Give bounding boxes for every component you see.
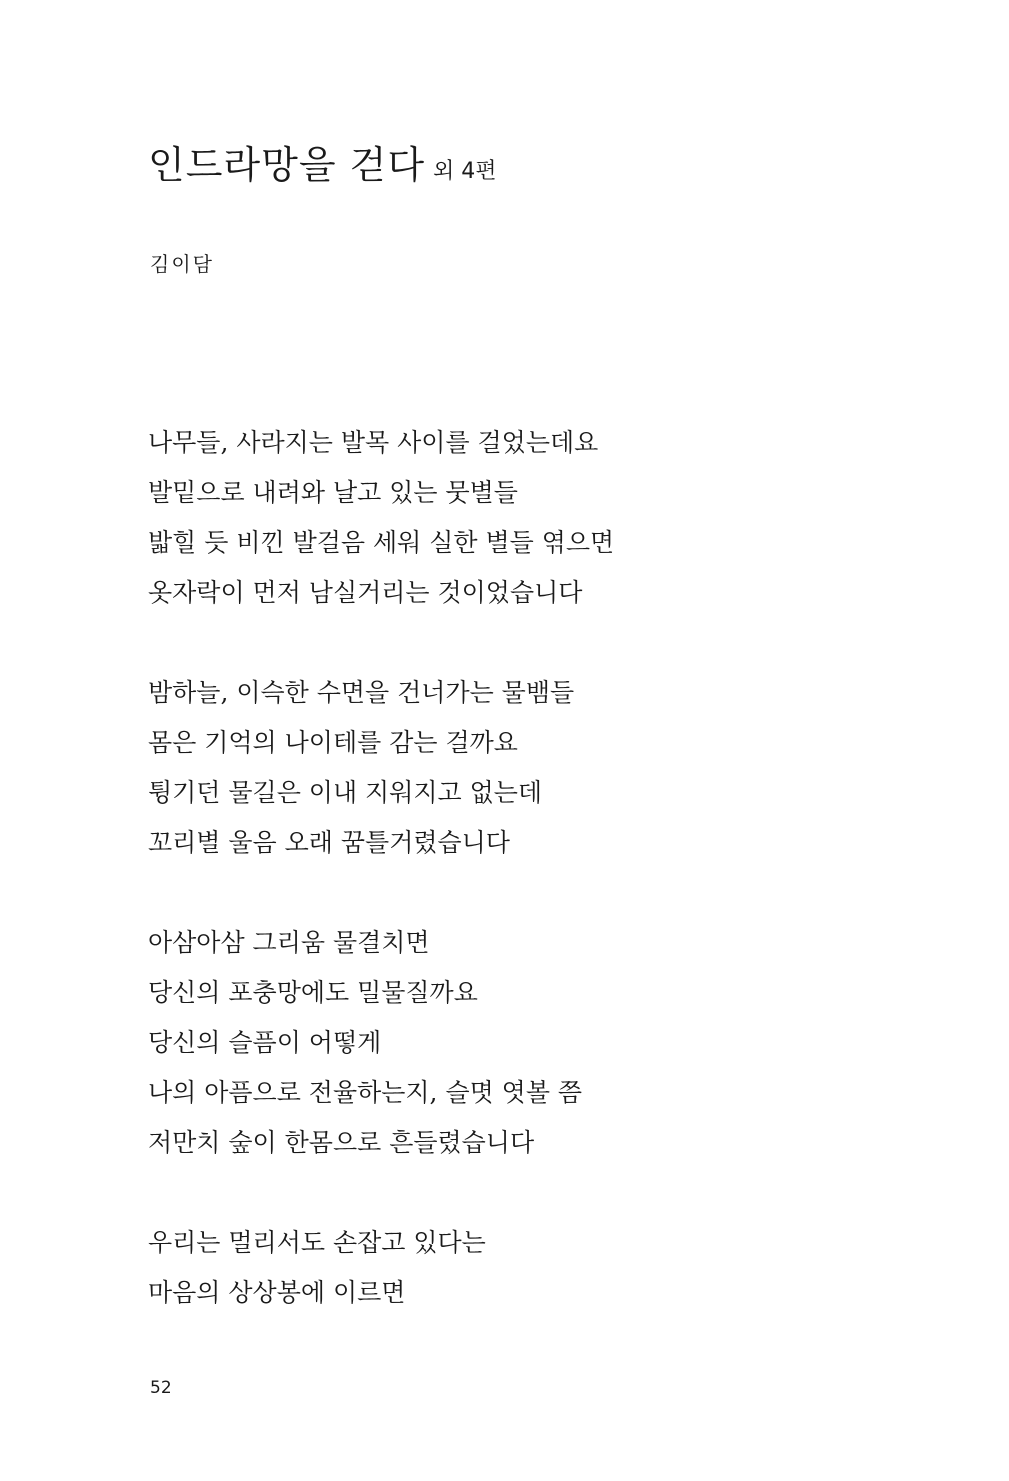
- author-name: 김이담: [150, 252, 214, 276]
- poem-line: 나무들, 사라지는 발목 사이를 걸었는데요: [148, 428, 599, 457]
- poem-line: 꼬리별 울음 오래 꿈틀거렸습니다: [148, 828, 510, 857]
- poem-line: 아삼아삼 그리움 물결치면: [148, 928, 430, 957]
- poem-line: 당신의 포충망에도 밀물질까요: [148, 978, 478, 1007]
- poem-line: 밤하늘, 이슥한 수면을 건너가는 물뱀들: [148, 678, 575, 707]
- stanza-2: [148, 668, 948, 868]
- poem-body: [148, 418, 948, 1368]
- stanza-4: [148, 1218, 948, 1318]
- poem-title-subtitle: 외 4편: [433, 159, 497, 184]
- poem-line: 발밑으로 내려와 날고 있는 뭇별들: [148, 478, 518, 507]
- poem-line: 저만치 숲이 한몸으로 흔들렸습니다: [148, 1128, 535, 1157]
- stanza-1: [148, 418, 948, 618]
- poem-line: 옷자락이 먼저 남실거리는 것이었습니다: [148, 578, 583, 607]
- stanza-3: [148, 918, 948, 1168]
- poem-line: 우리는 멀리서도 손잡고 있다는: [148, 1228, 486, 1257]
- poem-line: 나의 아픔으로 전율하는지, 슬몃 엿볼 쯤: [148, 1078, 583, 1107]
- poem-line: 튕기던 물길은 이내 지워지고 없는데: [148, 778, 543, 807]
- poem-line: 마음의 상상봉에 이르면: [148, 1278, 406, 1307]
- poem-line: 밟힐 듯 비낀 발걸음 세워 실한 별들 엮으면: [148, 528, 615, 557]
- poem-line: 몸은 기억의 나이테를 감는 걸까요: [148, 728, 518, 757]
- poem-title: 인드라망을 걷다: [148, 143, 426, 187]
- poem-line: 당신의 슬픔이 어떻게: [148, 1028, 382, 1057]
- page-number: 52: [150, 1378, 172, 1398]
- poem-title-block: [148, 134, 497, 189]
